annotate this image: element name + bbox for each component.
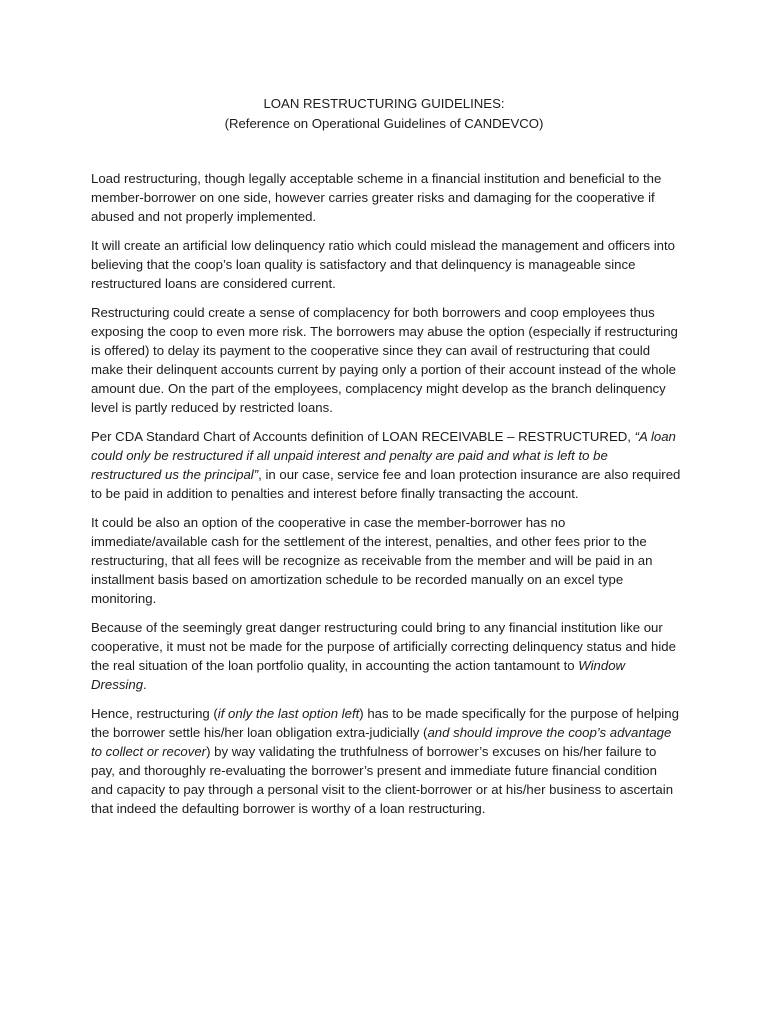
window-dressing-term: Window Dressing: [91, 658, 626, 692]
document-subtitle: (Reference on Operational Guidelines of CANDEVCO): [224, 116, 544, 131]
paragraph-complacency: Restructuring could create a sense of complacency for both borrowers and coop employees thus exposing the coop to even more risk. The borrowers may abuse the option (especially if restructuring is offered) to delay its payment to the cooperative since they can avail of restructuring that could make their delinquent accounts current by paying only a portion of their account instead of the whole amount due. On the part of the employees, complacency might develop as the branch delinquency level is partly reduced by restricted loans.: [91, 305, 678, 415]
cda-definition-continuation: , in our case, service fee and loan protection insurance are also required to be paid in addition to penalties and interest before finally transacting the account.: [91, 467, 681, 501]
window-dressing-text: Because of the seemingly great danger restructuring could bring to any financial institution like our cooperative, it must not be made for the purpose of artificially correcting delinquency status and hide the real situation of the loan portfolio quality, in accounting the action tantamount to: [91, 620, 676, 673]
conclusion-emphasis-2: and should improve the coop’s advantage to collect or recover: [91, 725, 672, 759]
conclusion-text-3: ) by way validating the truthfulness of borrower’s excuses on his/her failure to pay, and thoroughly re-evaluating the borrower’s present and immediate future financial condition and capacity to pay through a personal visit to the client-borrower or at his/her business to ascertain that indeed the defaulting borrower is worthy of a loan restructuring.: [91, 744, 674, 816]
paragraph-conclusion: [91, 704, 681, 818]
document-title: LOAN RESTRUCTURING GUIDELINES:: [263, 96, 505, 111]
title-block: [0, 94, 768, 134]
document-body: [91, 169, 681, 828]
paragraph-delinquency-ratio: It will create an artificial low delinquency ratio which could mislead the management and officers into believing that the coop’s loan quality is satisfactory and that delinquency is manageable since restructured loans are considered current.: [91, 238, 675, 291]
conclusion-text-1: Hence, restructuring (: [91, 706, 218, 721]
conclusion-text-2: ) has to be made specifically for the purpose of helping the borrower settle his/her loan obligation extra-judicially (: [91, 706, 679, 740]
paragraph-cda-definition: [91, 427, 681, 503]
cda-definition-text: Per CDA Standard Chart of Accounts definition of LOAN RECEIVABLE – RESTRUCTURED,: [91, 429, 635, 444]
paragraph-window-dressing: [91, 618, 681, 694]
paragraph-intro: Load restructuring, though legally acceptable scheme in a financial institution and beneficial to the member-borrower on one side, however carries greater risks and damaging for the cooperative if abused and not properly implemented.: [91, 171, 662, 224]
window-dressing-period: .: [143, 677, 147, 692]
cda-definition-quote: “A loan could only be restructured if all unpaid interest and penalty are paid and what is left to be restructured us the principal”: [91, 429, 676, 482]
conclusion-emphasis-1: if only the last option left: [217, 706, 360, 721]
paragraph-fees-option: It could be also an option of the cooperative in case the member-borrower has no immediate/available cash for the settlement of the interest, penalties, and other fees prior to the restructuring, that all fees will be recognize as receivable from the member and will be paid in an installment basis based on amortization schedule to be recorded manually on an excel type monitoring.: [91, 515, 653, 606]
